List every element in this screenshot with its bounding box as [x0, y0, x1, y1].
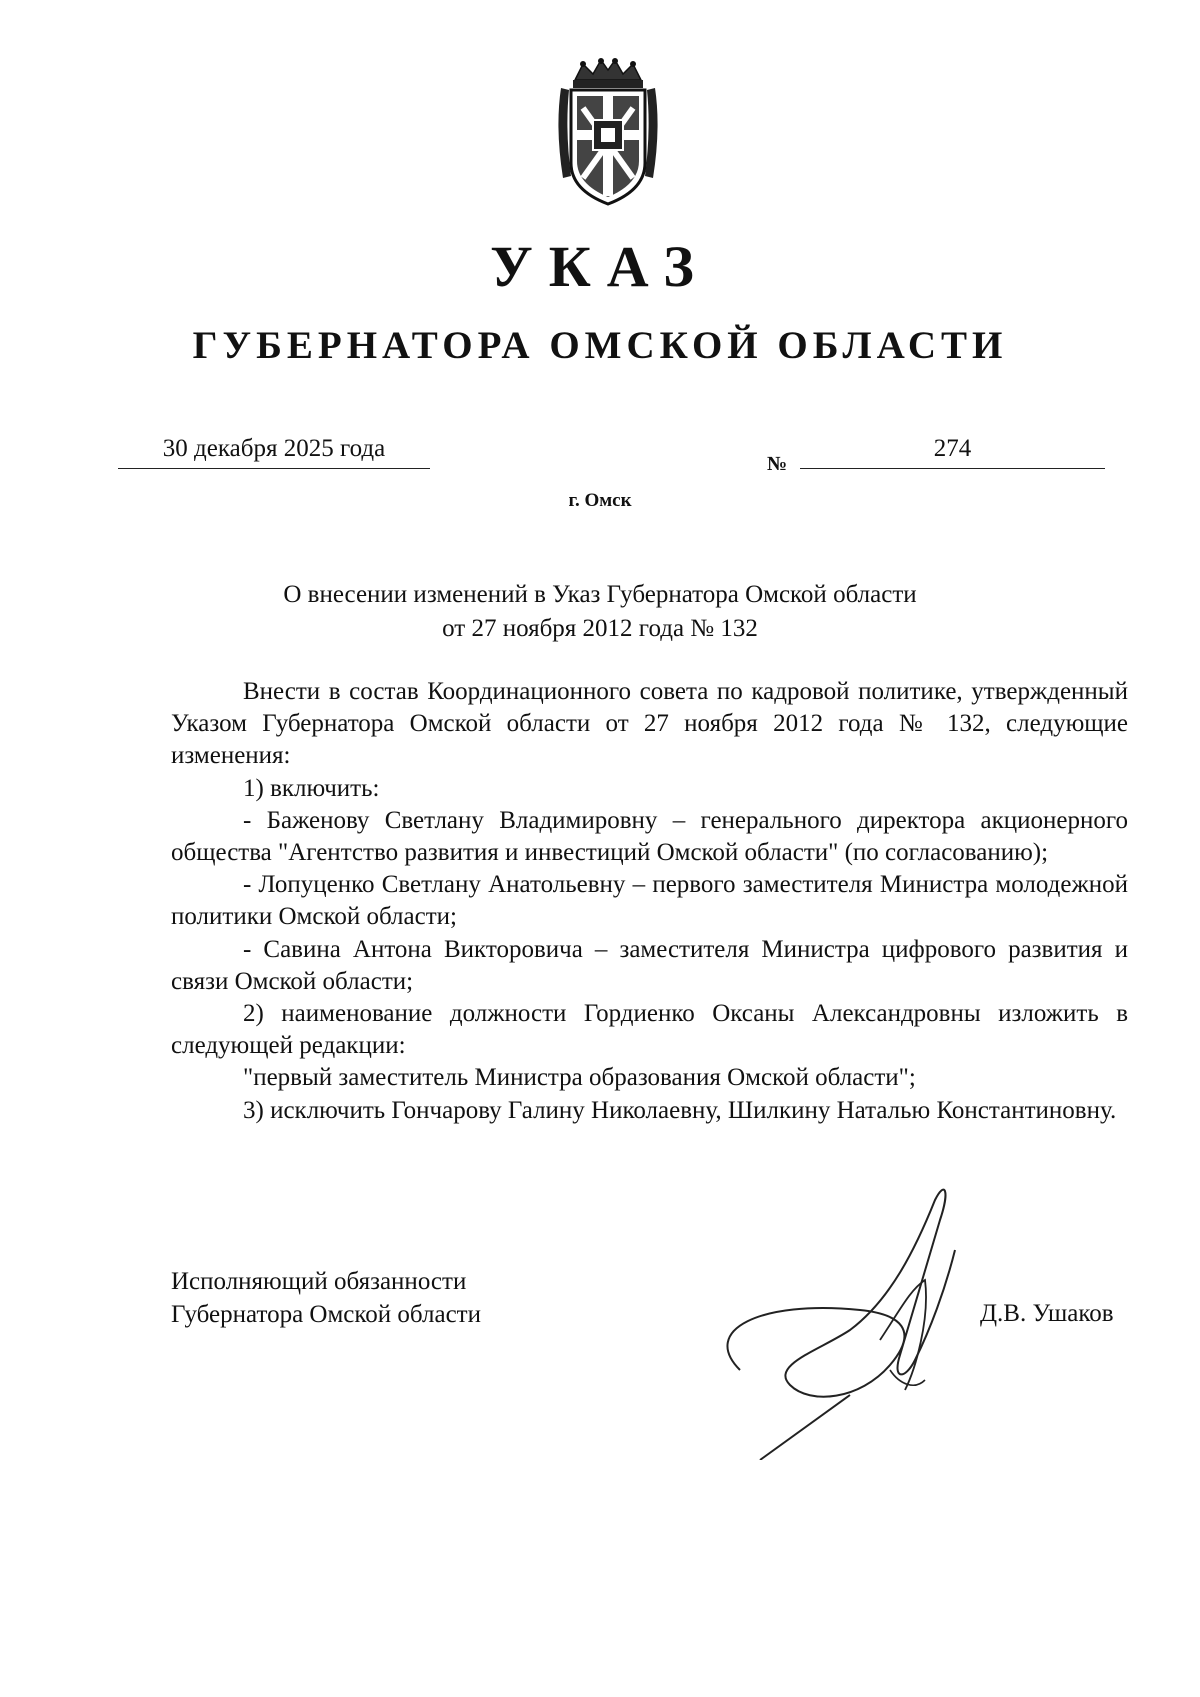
document-type-heading: УКАЗ: [490, 234, 710, 299]
signer-position: [171, 1265, 481, 1331]
number-sign: №: [767, 453, 788, 475]
decree-date: 30 декабря 2025 года: [118, 432, 430, 469]
body-paragraph: 2) наименование должности Гордиенко Оксаны Александровны изложить в следующей редакции:: [171, 1000, 1128, 1060]
decree-title-line: О внесении изменений в Указ Губернатора Омской области: [283, 581, 917, 608]
signer-position-line: Исполняющий обязанности: [171, 1268, 467, 1295]
omsk-region-coat-of-arms-icon: [553, 58, 663, 208]
body-paragraph: Внести в состав Координационного совета по кадровой политике, утвержденный Указом Губернатора Омской области от 27 ноября 2012 года № 132, следующие изменения:: [171, 678, 1128, 770]
body-paragraph: - Лопуценко Светлану Анатольевну – первого заместителя Министра молодежной политики Омской области;: [171, 871, 1128, 931]
city-label: г. Омск: [568, 490, 632, 511]
body-paragraph: 3) исключить Гончарову Галину Николаевну, Шилкину Наталью Константиновну.: [243, 1096, 1117, 1124]
body-paragraph: - Баженову Светлану Владимировну – генерального директора акционерного общества "Агентство развития и инвестиций Омской области" (по согласованию);: [171, 806, 1128, 867]
decree-title-line: от 27 ноября 2012 года № 132: [442, 615, 758, 642]
decree-number: 274: [800, 432, 1105, 469]
body-paragraph: 1) включить:: [243, 774, 380, 802]
signer-name: Д.В. Ушаков: [980, 1300, 1114, 1327]
body-paragraph: "первый заместитель Министра образования Омской области";: [243, 1064, 916, 1092]
body-paragraph: - Савина Антона Викторовича – заместителя Министра цифрового развития и связи Омской области;: [171, 935, 1128, 995]
decree-title: [200, 578, 1000, 646]
decree-body: [171, 676, 1128, 1127]
document-authority-heading: ГУБЕРНАТОРА ОМСКОЙ ОБЛАСТИ: [192, 324, 1008, 367]
signer-position-line: Губернатора Омской области: [171, 1301, 481, 1328]
